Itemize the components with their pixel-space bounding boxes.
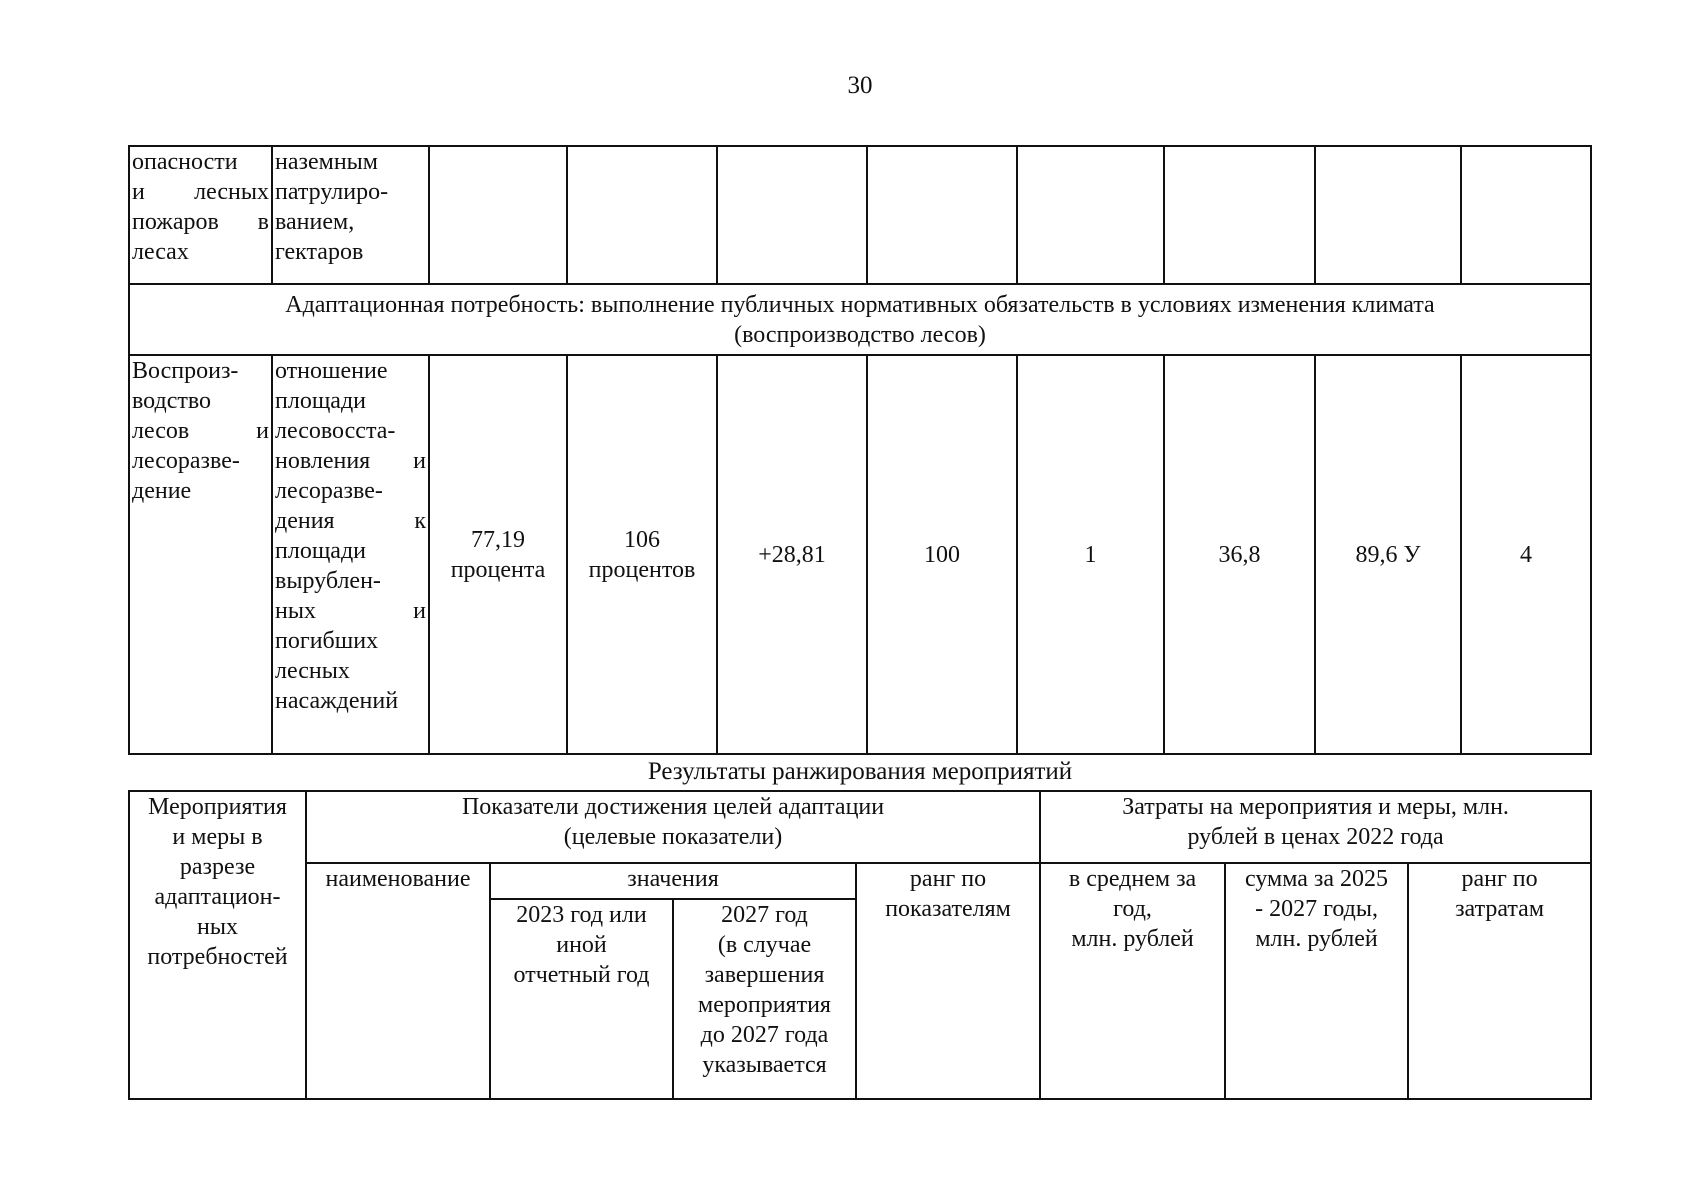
costs-header: Затраты на мероприятия и меры, млн. рублей в ценах 2022 года bbox=[1040, 791, 1591, 863]
empty-cell bbox=[1164, 146, 1315, 284]
rank-indicators-header: ранг по показателям bbox=[856, 863, 1040, 1099]
indicators-header: Показатели достижения целей адаптации (целевые показатели) bbox=[306, 791, 1040, 863]
avg-per-year-header: в среднем за год, млн. рублей bbox=[1040, 863, 1225, 1099]
empty-cell bbox=[867, 146, 1017, 284]
sum-2025-2027-header: сумма за 2025 - 2027 годы, млн. рублей bbox=[1225, 863, 1408, 1099]
table-row bbox=[129, 146, 1591, 284]
values-header: значения bbox=[490, 863, 856, 899]
empty-cell bbox=[717, 146, 867, 284]
rank-costs-header: ранг по затратам bbox=[1408, 863, 1591, 1099]
adaptation-need-band: Адаптационная потребность: выполнение публичных нормативных обязательств в условиях изменения климата (воспроизводство лесов) bbox=[129, 284, 1591, 355]
empty-cell bbox=[1461, 146, 1591, 284]
table-row bbox=[129, 284, 1591, 355]
year-2027-header: 2027 год (в случае завершения мероприятия до 2027 года указывается bbox=[673, 899, 856, 1099]
empty-cell bbox=[1315, 146, 1461, 284]
table-header-row bbox=[129, 863, 1591, 899]
measure-cell: опасности и лесных пожаров в лесах bbox=[129, 146, 272, 284]
section-title: Результаты ранжирования мероприятий bbox=[647, 758, 1073, 785]
indicators-table bbox=[128, 145, 1592, 755]
rank-indicators-cell: 1 bbox=[1017, 355, 1164, 754]
indicator-name-cell: отношение площади лесовосста- новления и лесоразве- дения к площади вырублен- ных и погибших лесных насаждений bbox=[272, 355, 429, 754]
empty-cell bbox=[567, 146, 717, 284]
table-header-row bbox=[129, 791, 1591, 863]
name-header: наименование bbox=[306, 863, 490, 1099]
measures-header: Мероприятия и меры в разрезе адаптацион- ных потребностей bbox=[129, 791, 306, 1099]
indicator-name-cell: наземным патрулиро- ванием, гектаров bbox=[272, 146, 429, 284]
year-2023-header: 2023 год или иной отчетный год bbox=[490, 899, 673, 1099]
ranking-table bbox=[128, 790, 1592, 1100]
sum-cost-cell: 89,6 У bbox=[1315, 355, 1461, 754]
value-2023-cell: 77,19 процента bbox=[429, 355, 567, 754]
value-2027-cell: 106 процентов bbox=[567, 355, 717, 754]
rank-costs-cell: 4 bbox=[1461, 355, 1591, 754]
table-row bbox=[129, 355, 1591, 754]
empty-cell bbox=[1017, 146, 1164, 284]
page-number: 30 bbox=[847, 72, 873, 99]
avg-cost-cell: 36,8 bbox=[1164, 355, 1315, 754]
empty-cell bbox=[429, 146, 567, 284]
measure-cell: Воспроиз- водство лесов и лесоразве- дение bbox=[129, 355, 272, 754]
value-cell: 100 bbox=[867, 355, 1017, 754]
change-cell: +28,81 bbox=[717, 355, 867, 754]
